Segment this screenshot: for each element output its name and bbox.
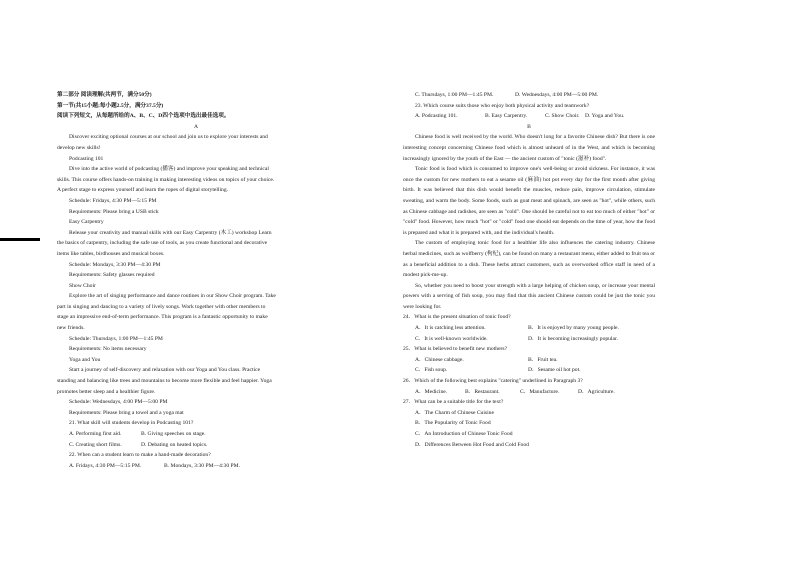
option: D. Debating on heated topics. (141, 441, 208, 448)
option: C．Manufacture. (520, 388, 560, 395)
question-25: 25．What is believed to benefit new mothers? (403, 346, 508, 353)
option: D. Yoga and You. (585, 113, 625, 120)
options-row (403, 334, 655, 345)
course-desc: items like tables, birdhouses and musical boxes. (57, 250, 165, 257)
course-schedule: Schedule: Mondays, 3:30 PM—4:30 PM (69, 261, 161, 268)
option: A. Fridays, 4:30 PM—5:15 PM. (69, 462, 142, 469)
option: A．Medicine. (415, 388, 448, 395)
course-requirements: Requirements: No items necessary (69, 346, 147, 353)
option: B．Fruit tea. (528, 356, 558, 363)
option: D．It is becoming increasingly popular. (528, 335, 618, 342)
option: D．Agriculture. (578, 388, 615, 395)
options-row (57, 461, 335, 472)
option: C. Creating short films. (69, 441, 122, 448)
option: C．Fish soup. (415, 367, 448, 374)
options-row (403, 365, 655, 376)
course-desc: Release your creativity and manual skills with our Easy Carpentry (木工) workshop Learn (69, 229, 272, 236)
option: D. Wednesdays, 4:00 PM—5:00 PM. (515, 92, 599, 98)
course-desc: new friends. (57, 325, 85, 332)
margin-bar (0, 238, 40, 241)
option: A．It is catching less attention. (415, 325, 486, 332)
course-desc: standing and balancing like trees and mountains to become more flexible and feel happier. Yoga (57, 378, 272, 385)
option: B．The Popularity of Tonic Food (415, 420, 491, 427)
course-requirements: Requirements: Safety glasses required (69, 272, 155, 279)
course-desc: stage an impressive end-of-term performance. This program is a fantastic opportunity to make (57, 314, 268, 321)
course-schedule: Schedule: Wednesdays, 4:00 PM—5:00 PM (69, 399, 168, 406)
course-desc: Start a journey of self-discovery and relaxation with our Yoga and You class. Practice (69, 367, 261, 374)
option: A. Performing first aid. (69, 431, 122, 437)
question-22: 22. When can a student learn to make a hand-made decoration? (69, 452, 211, 459)
option: C．It is well-known worldwide. (415, 335, 488, 342)
course-schedule: Schedule: Fridays, 4:30 PM—5:15 PM (69, 197, 157, 204)
course-title: Yoga and You (69, 356, 101, 363)
course-desc: the basics of carpentry, including the safe use of tools, as you create functional and decorative (57, 240, 268, 247)
options-row (403, 323, 655, 334)
options-row (403, 387, 655, 398)
subsection-heading: 第一节(共15小题;每小题2.5分，满分37.5分) (57, 102, 164, 109)
course-title: Easy Carpentry (69, 219, 104, 226)
option: C. Show Choir. (545, 113, 580, 120)
question-26: 26．Which of the following best explains "catering" underlined in Paragraph 3? (403, 378, 583, 385)
option: B. Easy Carpentry. (485, 113, 528, 120)
passage-label-a: A (193, 123, 199, 130)
course-requirements: Requirements: Please bring a USB stick (69, 208, 159, 215)
question-21: 21. What skill will students develop in Podcasting 101? (69, 420, 194, 427)
options-row (57, 440, 335, 451)
options-row (403, 90, 655, 101)
course-desc: Dive into the active world of podcasting (播客) and improve your speaking and technical (69, 166, 269, 173)
course-desc: part in singing and dancing to a variety of lively songs. Work together with other members to (57, 303, 266, 310)
paragraph: Tonic food is food which is consumed to improve one's well-being or avoid sickness. For instance, it was once the custom for new mothers to eat a sesame oil (麻油) hot pot every day for the first month after giving birth. It was believed that this dish would benefit the muscles, reduce pain, improve circulation, stimulate sweating, and warm the body. Some foods, such as goat meat and spinach, are seen as "hot", while others, such as Chinese cabbage and radishes, are seen as "cold". One should be careful not to eat too much of either "hot" or "cold" food. However, how much "hot" or "cold" food one should eat depends on the time of year, how the food is prepared and what it is prepared with, and the individual's health. (403, 166, 655, 236)
instruction: 阅读下列短文，从每题所给的A、B、C、D四个选项中选出最佳选项。 (57, 113, 230, 120)
question-24: 24．What is the present situation of tonic food? (403, 314, 511, 321)
option: C. Thursdays, 1:00 PM—1:45 PM. (415, 92, 494, 98)
question-27: 27．What can be a suitable title for the text? (403, 399, 504, 406)
left-column (57, 90, 335, 471)
course-schedule: Schedule: Thursdays, 1:00 PM—1:45 PM (69, 335, 163, 342)
course-desc: A perfect stage to express yourself and learn the ropes of digital storytelling. (57, 187, 229, 194)
section-heading: 第二部分 阅读理解(共两节，满分50分) (57, 92, 152, 98)
option: B．It is enjoyed by many young people. (528, 325, 619, 332)
intro-line: Discover exciting optional courses at our school and join us to explore your interests and (69, 134, 268, 141)
right-column (403, 90, 655, 450)
option: D．Sesame oil hot pot. (528, 367, 581, 374)
option: A. Podcasting 101. (415, 113, 458, 120)
options-row (403, 355, 655, 366)
course-requirements: Requirements: Please bring a towel and a yoga mat (69, 409, 184, 416)
course-desc: Explore the art of singing performance and dance routines in our Show Choir program. Take (69, 293, 276, 300)
option: A．The Charm of Chinese Cuisine (415, 409, 494, 416)
course-title: Podcasting 101 (69, 155, 104, 162)
options-row (57, 429, 335, 440)
course-desc: skills. This course offers hands-on training in making interesting videos on topics of your choice. (57, 176, 275, 183)
option: D．Differences Between Hot Food and Cold Food (415, 441, 529, 448)
option: B．Restaurant. (465, 388, 500, 395)
course-desc: promotes better sleep and a healthier figure. (57, 388, 156, 395)
option: A．Chinese cabbage. (415, 356, 464, 363)
option: B. Giving speeches on stage. (141, 431, 206, 437)
paragraph: Chinese food is well received by the world. Who doesn't long for a favorite Chinese dish? But there is one interesting concept concerning Chinese food which is almost unheard of in the West, and which is becoming increasingly ignored by the youth of the East — the ancient custom of "tonic (滋补) food". (403, 134, 655, 162)
option: C．An Introduction of Chinese Tonic Food (415, 431, 513, 437)
course-title: Show Choir (69, 282, 96, 289)
option: B. Mondays, 3:30 PM—4:30 PM. (164, 462, 240, 469)
paragraph: The custom of employing tonic food for a healthier life also influences the catering industry. Chinese herbal medicines, such as wolfberry (枸杞), can be found on many a restaurant menu, either added to fruit tea or as a beneficial addition to a dish. These herbs attract customers, such as overworked office staff in need of a modest pick-me-up. (403, 240, 655, 279)
question-23: 23. Which course suits those who enjoy both physical activity and teamwork? (415, 102, 590, 109)
options-row (403, 111, 655, 122)
paragraph: So, whether you need to boost your strength with a large helping of chicken soup, or increase your mental powers with a serving of fish soup, you may find that this ancient Chinese custom could be just the tonic you were looking for. (403, 282, 655, 310)
passage-label-b: B (527, 123, 531, 130)
intro-line: develop new skills! (57, 144, 101, 151)
